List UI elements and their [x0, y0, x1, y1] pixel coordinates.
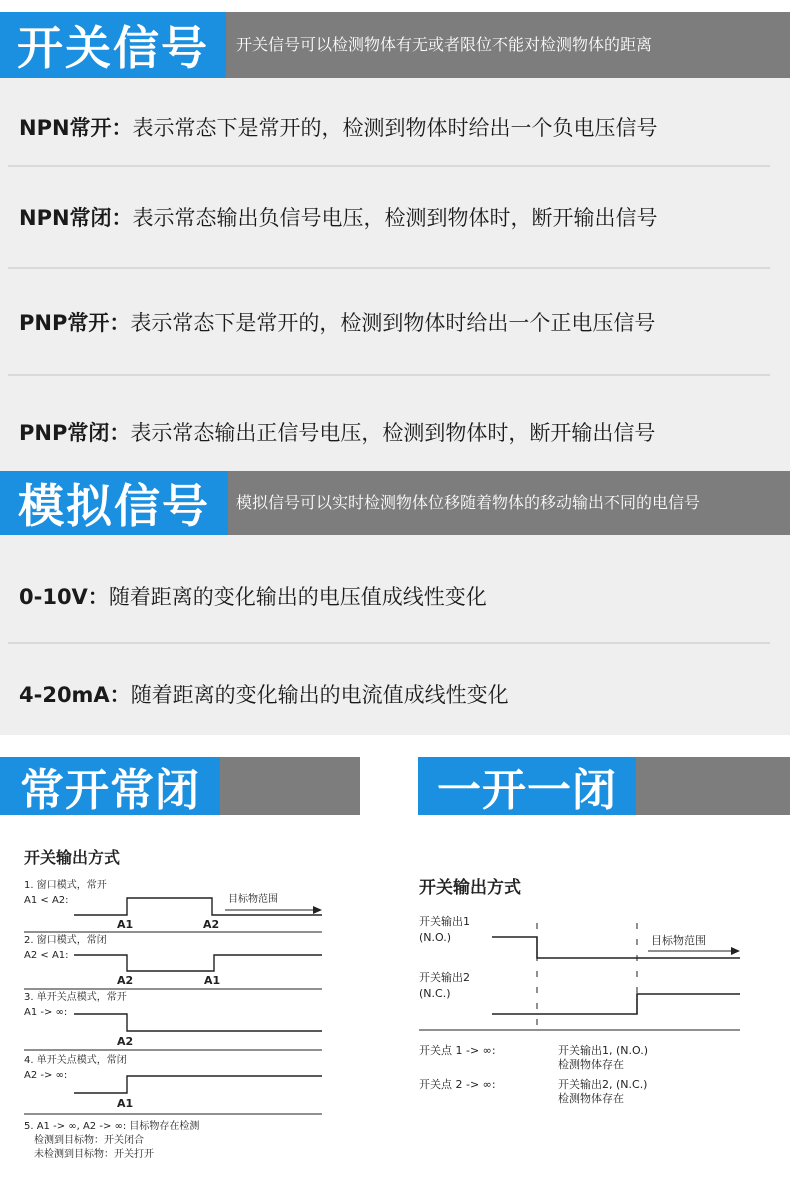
divider [8, 374, 770, 376]
legend-point-1: 开关点 1 -> ∞: [419, 1044, 496, 1057]
right-diagram-heading: 开关输出方式 [419, 878, 521, 898]
switch-signal-title: 开关信号 [0, 12, 226, 78]
left-target-range-label: 目标物范围 [228, 894, 278, 905]
row-text: 随着距离的变化输出的电压值成线性变化 [108, 585, 487, 609]
row-text: 表示常态输出负信号电压，检测到物体时，断开输出信号 [132, 206, 658, 230]
mode-1-waveform [74, 898, 322, 915]
left-switch-output-diagram [0, 830, 360, 1170]
analog-signal-banner [0, 471, 790, 535]
current-row [0, 669, 790, 719]
mark-label: A1 [204, 974, 221, 987]
arrow-head-icon [313, 906, 322, 914]
mode-condition: A1 < A2: [24, 895, 69, 906]
mode-condition: A1 -> ∞: [24, 1007, 68, 1018]
switch-signal-panel [0, 78, 790, 471]
output-1-name: 开关输出1 [419, 915, 470, 928]
mode-condition: A2 -> ∞: [24, 1070, 68, 1081]
divider [8, 267, 770, 269]
mark-label: A2 [117, 974, 134, 987]
mode-label: 4. 单开关点模式，常闭 [24, 1055, 127, 1066]
mark-label: A2 [203, 918, 220, 931]
divider [8, 165, 770, 167]
mode-label: 1. 窗口模式，常开 [24, 880, 107, 891]
row-term: NPN常开： [19, 116, 133, 140]
one-open-one-closed-banner [418, 757, 790, 815]
npn-nc-row [0, 192, 790, 242]
mark-label: A1 [117, 1097, 134, 1110]
legend-2-line2: 检测物体存在 [558, 1092, 624, 1105]
pnp-no-row [0, 297, 790, 347]
mode-condition: A2 < A1: [24, 950, 69, 961]
row-text: 表示常态下是常开的，检测到物体时给出一个负电压信号 [132, 116, 658, 140]
mode-label: 3. 单开关点模式，常开 [24, 992, 127, 1003]
switch-signal-banner [0, 12, 790, 78]
row-text: 表示常态输出正信号电压，检测到物体时，断开输出信号 [130, 421, 656, 445]
right-switch-output-diagram [400, 830, 780, 1130]
voltage-row [0, 571, 790, 621]
normally-open-closed-title: 常开常闭 [0, 757, 220, 815]
row-term: PNP常开： [19, 311, 131, 335]
analog-signal-panel [0, 535, 790, 735]
analog-signal-title: 模拟信号 [0, 471, 228, 535]
mode-label: 2. 窗口模式，常闭 [24, 935, 107, 946]
row-term: NPN常闭： [19, 206, 133, 230]
legend-point-2: 开关点 2 -> ∞: [419, 1078, 496, 1091]
note-line: 未检测到目标物：开关打开 [34, 1149, 154, 1160]
mode-4-waveform [74, 1076, 322, 1093]
output-2-name: 开关输出2 [419, 971, 470, 984]
divider [8, 642, 770, 644]
row-term: PNP常闭： [19, 421, 131, 445]
mode-2-waveform [74, 955, 322, 971]
npn-no-row [0, 102, 790, 152]
row-text: 表示常态下是常开的，检测到物体时给出一个正电压信号 [130, 311, 656, 335]
analog-signal-description: 模拟信号可以实时检测物体位移随着物体的移动输出不同的电信号 [236, 493, 701, 512]
row-term: 4-20mA： [19, 683, 131, 707]
switch-signal-description: 开关信号可以检测物体有无或者限位不能对检测物体的距离 [236, 35, 653, 54]
mark-label: A2 [117, 1035, 134, 1048]
mode-3-waveform [74, 1014, 322, 1031]
row-term: 0-10V： [19, 585, 109, 609]
output-2-code: (N.C.) [419, 987, 451, 1000]
arrow-head-icon [731, 947, 740, 955]
legend-1-line2: 检测物体存在 [558, 1058, 624, 1071]
left-diagram-heading: 开关输出方式 [24, 848, 121, 867]
mark-label: A1 [117, 918, 134, 931]
output-2-waveform [492, 994, 740, 1014]
note-line: 检测到目标物：开关闭合 [34, 1135, 144, 1146]
one-open-one-closed-title: 一开一闭 [418, 757, 636, 815]
note-line: 5. A1 -> ∞, A2 -> ∞: 目标物存在检测 [24, 1121, 200, 1132]
row-text: 随着距离的变化输出的电流值成线性变化 [130, 683, 509, 707]
pnp-nc-row [0, 407, 790, 457]
normally-open-closed-banner [0, 757, 360, 815]
right-target-range-label: 目标物范围 [651, 934, 706, 947]
legend-2-line1: 开关输出2, (N.C.) [558, 1078, 648, 1091]
legend-1-line1: 开关输出1, (N.O.) [558, 1044, 649, 1057]
output-1-code: (N.O.) [419, 931, 452, 944]
